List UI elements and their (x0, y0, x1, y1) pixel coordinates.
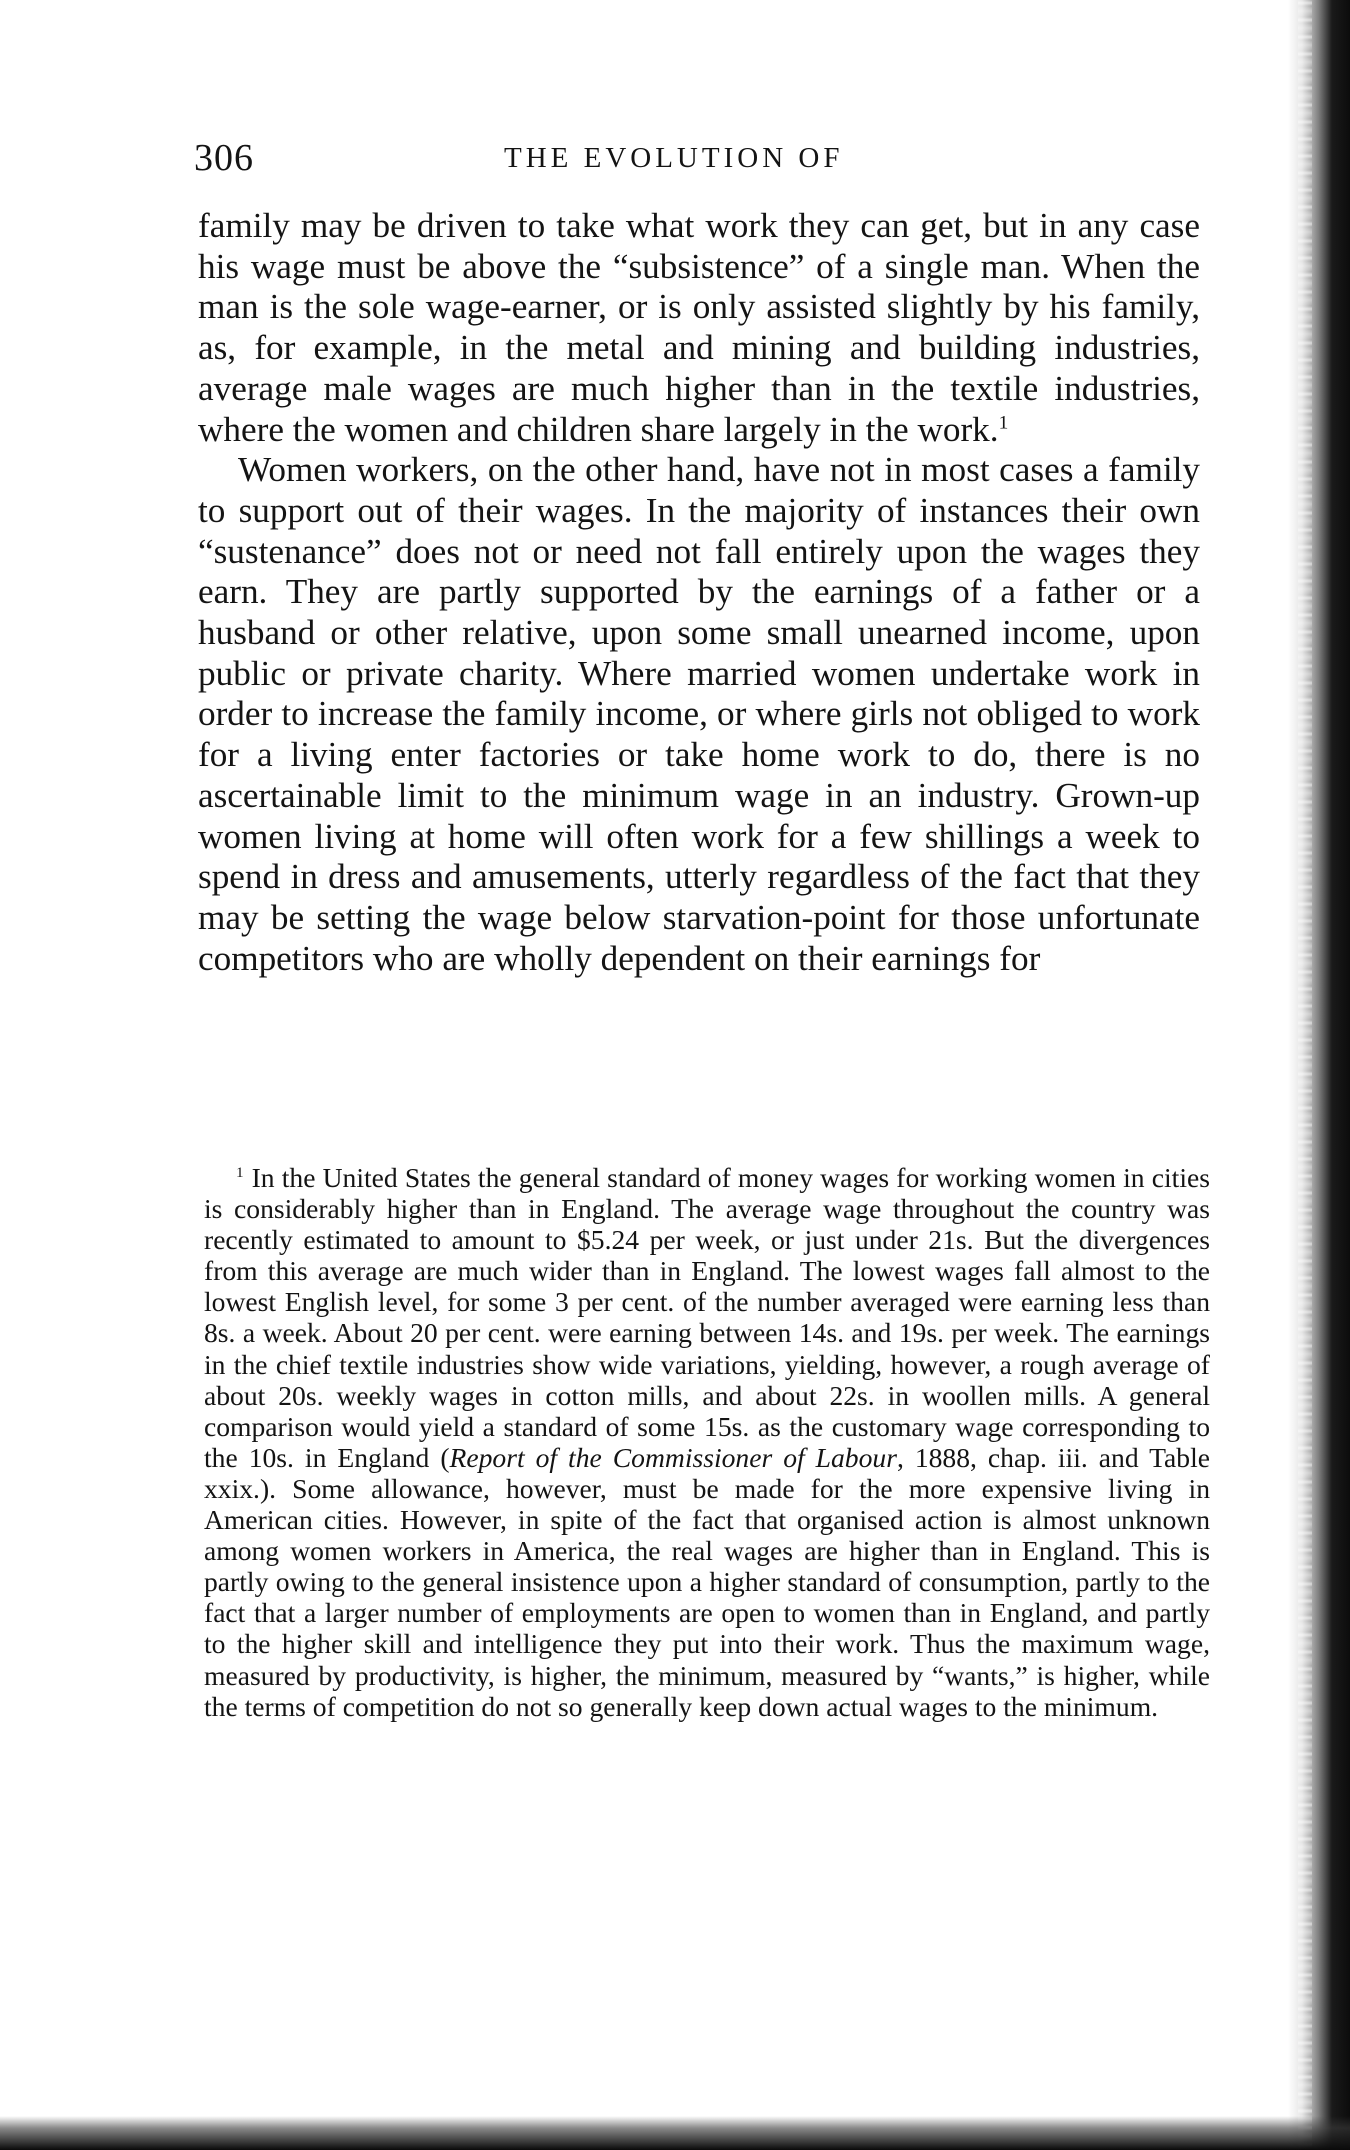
footnote: $^1$ In the United States the general standard of money wages for working women in cities is considerably higher than in England. The average wage throughout the country was recently estimated to amount to $5.24 per week, or just under 21s. But the divergences from this average are much wider than in England. The lowest wages fall almost to the lowest English level, for some 3 per cent. of the number averaged were earning less than 8s. a week. About 20 per cent. were earning between 14s. and 19s. per week. The earnings in the chief textile industries show wide variations, yielding, however, a rough average of about 20s. weekly wages in cotton mills, and about 22s. in woollen mills. A general comparison would yield a standard of some 15s. as the customary wage corresponding to the 10s. in England (Report of the Commissioner of Labour, 1888, chap. iii. and Table xxix.). Some allowance, however, must be made for the more expensive living in American cities. However, in spite of the fact that organised action is almost unknown among women workers in America, the real wages are higher than in England. This is partly owing to the general insistence upon a higher standard of consumption, partly to the fact that a larger number of employments are open to women than in England, and partly to the higher skill and intelligence they put into their work. Thus the maximum wage, measured by productivity, is higher, the minimum, measured by “wants,” is higher, while the terms of competition do not so generally keep down actual wages to the minimum. (204, 1162, 1210, 1722)
paragraph (198, 206, 1200, 450)
footnote-italic-title: Report of the Commissioner of Labour (449, 1441, 897, 1473)
page-header (194, 136, 1204, 192)
paragraph-text: Women workers, on the other hand, have not in most cases a family to support out of their wages. In the majority of instances their own “sustenance” does not or need not fall entirely upon the wages they earn. They are partly supported by the earnings of a father or a husband or other relative, upon some small unearned income, upon public or private charity. Where married women undertake work in order to increase the family income, or where girls not obliged to work for a living enter factories or take home work to do, there is no ascertainable limit to the minimum wage in an industry. Grown-up women living at home will often work for a few shillings a week to spend in dress and amusements, utterly regardless of the fact that they may be setting the wage below starvation-point for those unfortunate competitors who are wholly dependent on their earnings for (198, 450, 1200, 978)
paragraph-text: family may be driven to take what work they can get, but in any case his wage must be above the “subsistence” of a single man. When the man is the sole wage-earner, or is only assisted slightly by his family, as, for example, in the metal and mining and building industries, average male wages are much higher than in the textile industries, where the women and children share largely in the work. (198, 206, 1200, 449)
paragraph (198, 450, 1200, 979)
footnote-text: In the United States the general standard of money wages for working women in cities is considerably higher than in England. The average wage throughout the country was recently estimated to amount to $5.24 per week, or just under 21s. But the divergences from this average are much wider than in England. The lowest wages fall almost to the lowest English level, for some 3 per cent. of the number averaged were earning less than 8s. a week. About 20 per cent. were earning between 14s. and 19s. per week. The earnings in the chief textile industries show wide variations, yielding, however, a rough average of about 20s. weekly wages in cotton mills, and about 22s. in woollen mills. A general comparison would yield a standard of some 15s. as the customary wage corresponding to the 10s. in England ( (204, 1162, 1210, 1473)
scan-bottom-shadow (0, 2116, 1350, 2150)
running-head: THE EVOLUTION OF (504, 142, 844, 174)
page-number: 306 (194, 137, 254, 179)
scan-edge-speckle (1298, 0, 1312, 2150)
footnote-reference: 1 (998, 411, 1009, 433)
footnote-text-continued: , 1888, chap. iii. and Table xxix.). Some allowance, however, must be made for the more expensive living in American cities. However, in spite of the fact that organised action is almost unknown among women workers in America, the real wages are higher than in England. This is partly owing to the general insistence upon a higher standard of consumption, partly to the fact that a larger number of employments are open to women than in England, and partly to the higher skill and intelligence they put into their work. Thus the maximum wage, measured by productivity, is higher, the minimum, measured by “wants,” is higher, while the terms of competition do not so generally keep down actual wages to the minimum. (204, 1441, 1210, 1722)
body-text (198, 206, 1200, 979)
